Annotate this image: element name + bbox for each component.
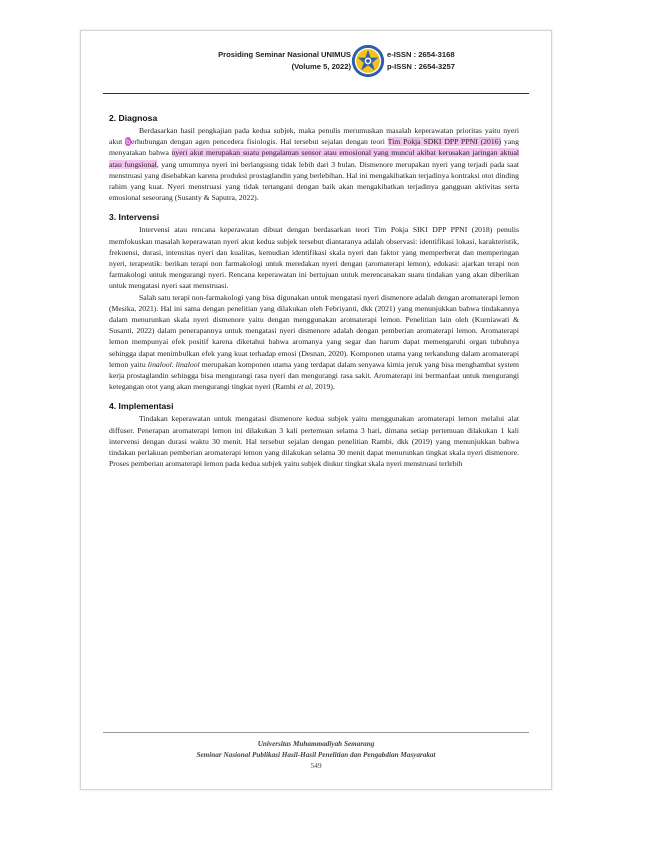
- section-gap: [109, 203, 519, 212]
- document-page: [80, 30, 552, 790]
- pissn-label: p-ISSN : 2654-3257: [387, 62, 455, 71]
- highlighted-text: Tim Pokja SDKI DPP PPNI (2016): [387, 137, 502, 147]
- text-run: yang menyatakan bahwa: [109, 137, 519, 158]
- text-run: Tindakan keperawatan untuk mengatasi dismenore kedua subjek yaitu menggunakan aromaterapi lemon melalui alat diffuser. Penerapan aromaterapi lemon ini dilakukan 3 kali pertemuan selama 3 hari, dimana setiap pertemuan dilakukan 1 kali intervensi dengan durasi waktu 30 menit. Hal tersebut sejalan dengan penelitian Rambi, dkk (2019) yang menunjukkan bahwa tindakan perlakuan pemberian aromaterapi lemon yang dilakukan selama 30 menit dapat menurunkan tingkat skala nyeri dismenore. Proses pemberian aromaterapi lemon pada kedua subjek yaitu subjek diukur tingkat skala nyeri menstruasi terlebih: [109, 414, 519, 469]
- page-header: [81, 45, 551, 83]
- conference-title: Prosiding Seminar Nasional UNIMUS: [218, 50, 351, 59]
- page-footer: [81, 739, 551, 761]
- section-title: 3. Intervensi: [109, 212, 160, 223]
- text-run: erhubungan dengan agen pencedera fisiologis. Hal tersebut sejalan dengan teori: [130, 137, 388, 147]
- footer-seminar: Seminar Nasional Publikasi Hasil-Hasil Penelitian dan Pengabdian Masyarakat: [196, 751, 436, 759]
- body-paragraph: [109, 292, 519, 393]
- volume-label: (Volume 5, 2022): [291, 62, 351, 71]
- body-paragraph: [109, 413, 519, 469]
- highlighted-text: b: [126, 137, 130, 147]
- body-paragraph: [109, 125, 519, 203]
- text-run: , yang umumnya nyeri ini berlangsung tidak lebih dari 3 bulan. Dismenore merupakan nyeri yang terjadi pada saat menstruasi yang disebabkan karena produksi prostaglandin yang berlebihan. Hal ini mengakibatkan terjadinya kontraksi otot dinding rahim yang kuat. Nyeri menstruasi yang tidak tertangani dengan baik akan mengakibatkan terjadinya gangguan aktivitas serta emosional seseorang (Susanty & Saputra, 2022).: [109, 159, 519, 203]
- section-gap: [109, 392, 519, 401]
- text-run: Salah satu terapi non-farmakologi yang bisa digunakan untuk mengatasi nyeri dismenore adalah dengan aromaterapi lemon (Mesika, 2021). Hal ini sama dengan penelitian yang dilakukan oleh Febriyanti, dkk (2021) yang menunjukkan bahwa tindakannya dalam menurunkan skala nyeri dismenore yaitu dengan menggunakan aromaterapi lemon. Penelitian lain oleh (Kurniawati & Susanti, 2022) dalam penerapannya untuk mengatasi nyeri dismenore adalah dengan pemberian aromaterapi lemon. Aromaterapi lemon mempunyai efek positif karena diketahui bahwa aromanya yang segar dan harum dapat memengaruhi organ tubuhnya sehingga dapat menimbulkan efek yang kuat terhadap emosi (Desnan, 2020). Komponen utama yang terkandung dalam aromaterapi lemon yaitu: [109, 292, 519, 369]
- text-run: merupakan komponen utama yang terdapat dalam senyawa kimia jeruk yang bisa menghambat system kerja prostaglandin sehingga bisa mengurangi rasa nyeri dan mengurangi rasa sakit. Aromaterapi ini bermanfaat untuk mengurangi ketegangan otot yang akan mengurangi tingkat nyeri (Rambi: [109, 359, 520, 392]
- body-paragraph: [109, 224, 519, 291]
- header-divider: [103, 93, 529, 94]
- text-run: linalool: [175, 359, 200, 369]
- footer-divider: [103, 732, 529, 733]
- document-body: [109, 113, 519, 469]
- highlighted-text: nyeri akut: [171, 148, 204, 158]
- header-left: [181, 49, 351, 73]
- text-run: , 2019).: [311, 382, 335, 392]
- text-run: Berdasarkan hasil pengkajian pada kedua subjek, maka penulis merumuskan masalah keperawatan prioritas yaitu nyeri akut: [109, 126, 519, 147]
- highlighted-text: merupakan suatu pengalaman sensor atau emosional yang muncul akibat kerusakan jaringan aktual atau fungsional: [109, 148, 520, 169]
- header-right: [387, 49, 507, 73]
- text-run: Intervensi atau rencana keperawatan dibuat dengan berdasarkan teori Tim Pokja SIKI DPP PPNI (2018) penulis memfokuskan masalah keperawatan nyeri akut kedua subjek tersebut diantaranya adalah observasi: identifikasi lokasi, karakteristik, frekuensi, durasi, intensitas nyeri dan kualitas, kemudian identifikasi skala nyeri dan faktor yang memperberat dan memperingan nyeri, terapeutik: berikan terapi non farmakologi untuk meredakan nyeri dengan (aromaterapi lemon), edukasi: ajarkan terapi non farmakologi untuk mengurangi nyeri. Rencana keperawatan ini bertujuan untuk merencanakan suatu tindakan yang akan diberikan untuk mengatasi nyeri saat menstruasi.: [109, 225, 519, 291]
- text-run: et al: [297, 382, 312, 392]
- unimus-seal-icon: [351, 44, 385, 78]
- text-run: .: [171, 359, 176, 369]
- section-title: 4. Implementasi: [109, 401, 174, 412]
- section-title: 2. Diagnosa: [109, 113, 158, 123]
- footer-university: Universitas Muhammadiyah Semarang: [257, 740, 375, 748]
- text-run: linalool: [147, 359, 172, 369]
- page-number: 549: [310, 761, 322, 770]
- eissn-label: e-ISSN : 2654-3168: [387, 50, 455, 59]
